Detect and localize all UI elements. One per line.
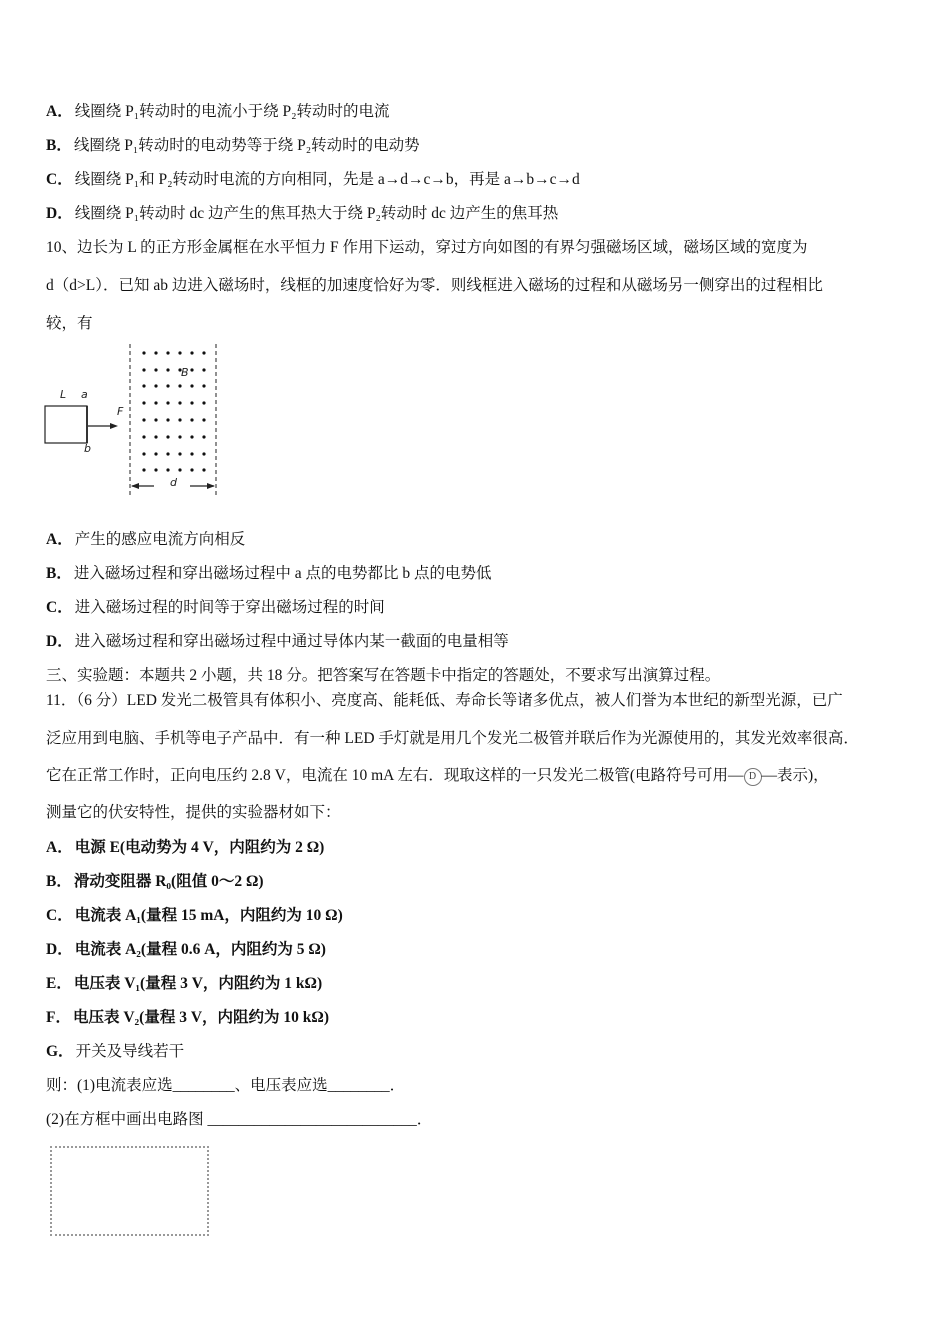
q10-stem-line3: 较，有: [46, 315, 93, 332]
q10-option-a: A． 产生的感应电流方向相反: [46, 531, 246, 548]
equipment-b: B． 滑动变阻器 R₀(阻值 0～2 Ω): [46, 873, 264, 890]
q10-stem-line2: d（d>L）．已知 ab 边进入磁场时，线框的加速度恰好为零．则线框进入磁场的过程和从磁场另一侧穿出的过程相比: [46, 277, 823, 294]
q9-option-c: C． 线圈绕 P₁和 P₂转动时电流的方向相同，先是 a→d→c→b，再是 a→b→c→d: [46, 171, 580, 188]
svg-text:a: a: [81, 388, 88, 401]
q10-option-c: C． 进入磁场过程的时间等于穿出磁场过程的时间: [46, 599, 385, 616]
diode-symbol-icon: D: [744, 768, 762, 786]
q10-option-b: B． 进入磁场过程和穿出磁场过程中 a 点的电势都比 b 点的电势低: [46, 565, 492, 582]
q11-stem-line3: 它在正常工作时，正向电压约 2.8 V，电流在 10 mA 左右．现取这样的一只发光二极管(电路符号可用— D —表示)，: [46, 767, 829, 784]
field-diagram-svg: [40, 340, 230, 500]
q11-stem-line1: 11．（6 分）LED 发光二极管具有体积小、亮度高、能耗低、寿命长等诸多优点，被人们誉为本世纪的新型光源，已广: [46, 692, 843, 709]
equipment-d: D． 电流表 A₂(量程 0.6 A，内阻约为 5 Ω): [46, 941, 326, 958]
q10-option-d: D． 进入磁场过程和穿出磁场过程中通过导体内某一截面的电量相等: [46, 633, 509, 650]
q11-subquestion-1: 则：(1)电流表应选________、电压表应选________．: [46, 1077, 406, 1094]
q11-stem-line2: 泛应用到电脑、手机等电子产品中．有一种 LED 手灯就是用几个发光二极管并联后作为光源使用的，其发光效率很高．: [46, 730, 859, 747]
svg-text:L: L: [60, 388, 67, 401]
q10-stem-line1: 10、边长为 L 的正方形金属框在水平恒力 F 作用下运动，穿过方向如图的有界匀强磁场区域，磁场区域的宽度为: [46, 239, 808, 256]
equipment-c: C． 电流表 A₁(量程 15 mA，内阻约为 10 Ω): [46, 907, 343, 924]
equipment-g: G． 开关及导线若干: [46, 1043, 185, 1060]
q9-option-d: D． 线圈绕 P₁转动时 dc 边产生的焦耳热大于绕 P₂转动时 dc 边产生的焦耳热: [46, 205, 559, 222]
section-3-heading: 三、实验题：本题共 2 小题，共 18 分。把答案写在答题卡中指定的答题处，不要求写出演算过程。: [46, 667, 721, 684]
equipment-e: E． 电压表 V₁(量程 3 V，内阻约为 1 kΩ): [46, 975, 323, 992]
svg-text:F: F: [117, 405, 124, 418]
q9-option-a: A． 线圈绕 P₁转动时的电流小于绕 P₂转动时的电流: [46, 103, 390, 120]
circuit-drawing-box: [50, 1146, 209, 1236]
force-arrow: [110, 423, 118, 429]
svg-text:B: B: [181, 366, 189, 379]
equipment-a: A． 电源 E(电动势为 4 V，内阻约为 2 Ω): [46, 839, 325, 856]
field-dots: [142, 351, 205, 471]
q11-subquestion-2: (2)在方框中画出电路图 ___________________________．: [46, 1111, 433, 1128]
magnetic-field-diagram: [40, 340, 230, 500]
q9-option-b: B． 线圈绕 P₁转动时的电动势等于绕 P₂转动时的电动势: [46, 137, 420, 154]
square-frame: [45, 406, 87, 443]
svg-text:d: d: [170, 476, 177, 489]
equipment-f: F． 电压表 V₂(量程 3 V，内阻约为 10 kΩ): [46, 1009, 329, 1026]
svg-text:b: b: [84, 442, 91, 455]
q11-stem-line4: 测量它的伏安特性，提供的实验器材如下：: [46, 804, 341, 821]
